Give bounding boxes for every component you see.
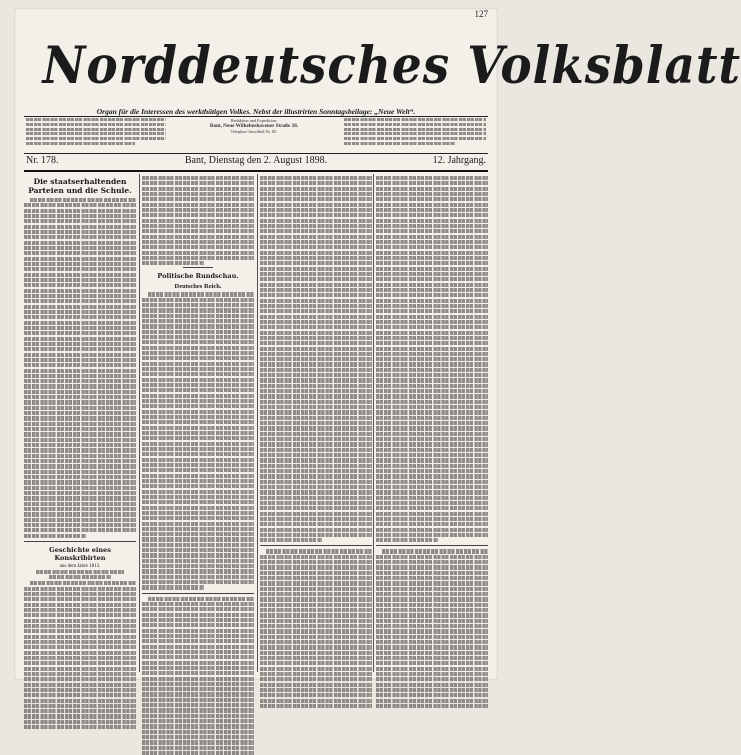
section-heading-conscript: Geschichte eines Konskribirten [49,545,111,562]
newspaper-page [14,8,741,680]
article-subheading-reich: Deutsches Reich. [174,283,222,291]
info-right [344,118,486,150]
editorial-address: Bant, Neue Wilhelmshavener Straße 38. [209,123,299,130]
article-heading-schools: Die staatserhaltenden Parteien und die Schule. [28,177,132,195]
column-3 [260,176,372,672]
editorial-label: Redaktion und Expedition: [230,118,278,123]
masthead-title: Norddeutsches Volksblatt [42,36,741,96]
masthead-tagline: Organ für die Interessen des werkthätigen Volkes. Nebst der illustrirten Sonntagsbeilage: „Neue Welt“. [96,107,416,116]
section-divider [24,541,136,542]
column-2 [142,176,254,672]
dateline [26,155,486,167]
rule-info [24,153,488,154]
editorial-phone: Telephon-Anschluß Nr. 85. [230,129,278,135]
section-divider [376,545,488,546]
column-separator [139,174,140,672]
section-divider [260,545,372,546]
rule-top [24,116,488,117]
article-heading-politics: Politische Rundschau. [157,272,239,281]
rule-date [24,170,488,172]
section-divider [142,593,254,594]
section-subheading: aus dem Jahre 1813. [59,563,101,569]
info-center [184,118,324,150]
divider [183,267,213,268]
volume-year: 12. Jahrgang. [432,155,486,166]
column-separator [257,174,258,672]
issue-date: Bant, Dienstag den 2. August 1898. [184,155,328,166]
issue-number: Nr. 178. [26,155,59,166]
column-separator [373,174,374,672]
article-body [24,198,136,538]
info-left [26,118,166,150]
column-1 [24,176,136,672]
column-4 [376,176,488,672]
page-number: 127 [474,9,488,19]
